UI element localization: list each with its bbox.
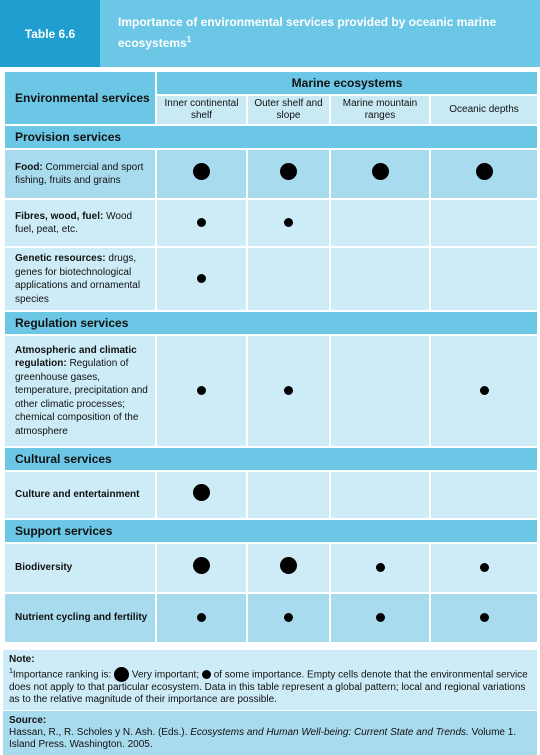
rating-cell [430, 543, 538, 593]
service-cell: Food: Commercial and sport fishing, fruits and grains [4, 149, 156, 199]
some-importance-dot-icon [197, 218, 206, 227]
rating-cell [247, 149, 330, 199]
rating-cell [430, 149, 538, 199]
very-important-dot-icon [193, 484, 210, 501]
some-importance-dot-icon [197, 613, 206, 622]
col-header-inner-shelf: Inner continental shelf [156, 95, 247, 125]
table-source [3, 711, 537, 755]
table-header-banner [0, 0, 540, 67]
rating-cell [156, 199, 247, 247]
legend-small-dot-icon [202, 670, 211, 679]
col-header-outer-shelf: Outer shelf and slope [247, 95, 330, 125]
section-cultural: Cultural services [4, 447, 538, 471]
table-row-biodiversity [4, 543, 538, 593]
table-row-nutrient [4, 593, 538, 643]
source-authors: Hassan, R., R. Scholes y N. Ash. (Eds.). [9, 727, 188, 738]
rating-cell [247, 199, 330, 247]
very-important-dot-icon [476, 163, 493, 180]
rating-cell [330, 199, 430, 247]
title-footnote-marker: 1 [186, 35, 192, 44]
section-support: Support services [4, 519, 538, 543]
table-note [3, 650, 537, 710]
rating-cell [330, 149, 430, 199]
service-cell: Genetic resources: drugs, genes for biotechnological applications and ornamental species [4, 247, 156, 311]
table-number: Table 6.6 [0, 0, 100, 67]
some-importance-dot-icon [480, 386, 489, 395]
rating-cell [430, 247, 538, 311]
services-table [3, 70, 539, 644]
rating-cell [330, 471, 430, 519]
very-important-dot-icon [193, 557, 210, 574]
note-some-importance: of some importance. Empty cells denote that the environmental service does not apply to that particular ecosystem. Data in this table represent a global pattern; local and regional variations as to the relative magnitude of their importance are possible. [9, 669, 528, 706]
service-cell: Atmospheric and climatic regulation: Regulation of greenhouse gases, temperature, precipitation and other climatic processes; chemical composition of the atmosphere [4, 335, 156, 447]
rating-cell [330, 335, 430, 447]
table-row-culture [4, 471, 538, 519]
rating-cell [247, 247, 330, 311]
rating-cell [430, 199, 538, 247]
rating-cell [156, 149, 247, 199]
table-title-text: Importance of environmental services provided by oceanic marine ecosystems [118, 15, 497, 50]
rating-cell [247, 593, 330, 643]
some-importance-dot-icon [197, 386, 206, 395]
rating-cell [156, 335, 247, 447]
section-provision: Provision services [4, 125, 538, 149]
service-cell: Biodiversity [4, 543, 156, 593]
rating-cell [156, 543, 247, 593]
legend-big-dot-icon [114, 667, 129, 682]
very-important-dot-icon [372, 163, 389, 180]
col-header-mountain-ranges: Marine mountain ranges [330, 95, 430, 125]
some-importance-dot-icon [197, 274, 206, 283]
table-row-atmospheric [4, 335, 538, 447]
note-very-important: Very important; [131, 669, 200, 681]
table-row-fibres [4, 199, 538, 247]
rating-cell [430, 471, 538, 519]
some-importance-dot-icon [480, 563, 489, 572]
rating-cell [247, 335, 330, 447]
rating-cell [156, 593, 247, 643]
some-importance-dot-icon [480, 613, 489, 622]
rating-cell [247, 471, 330, 519]
source-book-title: Ecosystems and Human Well-being: Current State and Trends. [190, 727, 469, 738]
some-importance-dot-icon [376, 563, 385, 572]
rating-cell [430, 593, 538, 643]
some-importance-dot-icon [376, 613, 385, 622]
service-cell: Fibres, wood, fuel: Wood fuel, peat, etc. [4, 199, 156, 247]
table-row-genetic [4, 247, 538, 311]
col-header-oceanic-depths: Oceanic depths [430, 95, 538, 125]
note-heading: Note: [9, 654, 35, 665]
very-important-dot-icon [193, 163, 210, 180]
table-row-food [4, 149, 538, 199]
rating-cell [330, 593, 430, 643]
table-title [118, 14, 518, 52]
source-heading: Source: [9, 715, 47, 726]
rating-cell [330, 543, 430, 593]
very-important-dot-icon [280, 163, 297, 180]
rating-cell [430, 335, 538, 447]
some-importance-dot-icon [284, 613, 293, 622]
rating-cell [330, 247, 430, 311]
rating-cell [156, 471, 247, 519]
service-cell: Culture and entertainment [4, 471, 156, 519]
col-header-services: Environmental services [4, 71, 156, 125]
section-regulation: Regulation services [4, 311, 538, 335]
rating-cell [247, 543, 330, 593]
col-header-marine-ecosystems: Marine ecosystems [156, 71, 538, 95]
note-footnote-marker: 1 [9, 668, 13, 675]
rating-cell [156, 247, 247, 311]
very-important-dot-icon [280, 557, 297, 574]
service-cell: Nutrient cycling and fertility [4, 593, 156, 643]
note-lead: Importance ranking is: [12, 669, 112, 681]
some-importance-dot-icon [284, 386, 293, 395]
some-importance-dot-icon [284, 218, 293, 227]
source-publisher: Volume 1. Island Press. Washington. 2005. [9, 727, 517, 750]
